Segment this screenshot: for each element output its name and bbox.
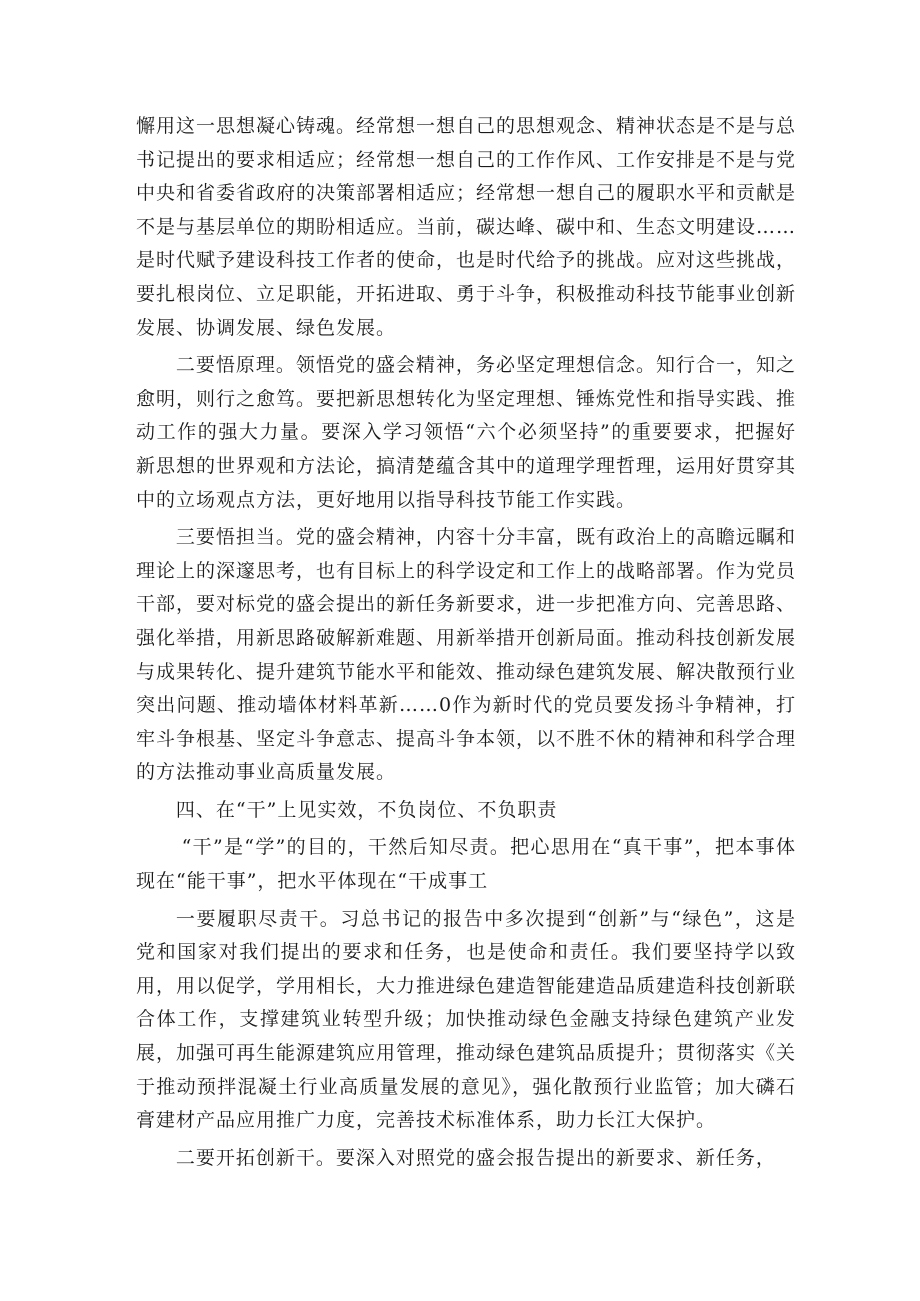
document-body [136,110,796,1179]
paragraph-1: 懈用这一思想凝心铸魂。经常想一想自己的思想观念、精神状态是不是与总书记提出的要求相适应；经常想一想自己的工作作风、工作安排是不是与党中央和省委省政府的决策部署相适应；经常想一想自己的履职水平和贡献是不是与基层单位的期盼相适应。当前，碳达峰、碳中和、生态文明建设……是时代赋予建设科技工作者的使命，也是时代给予的挑战。应对这些挑战，要扎根岗位、立足职能，开拓进取、勇于斗争，积极推动科技节能事业创新发展、协调发展、绿色发展。 [136,115,797,339]
paragraph-3: 三要悟担当。党的盛会精神，内容十分丰富，既有政治上的高瞻远瞩和理论上的深邃思考，也有目标上的科学设定和工作上的战略部署。作为党员干部，要对标党的盛会提出的新任务新要求，进一步把准方向、完善思路、强化举措，用新思路破解新难题、用新举措开创新局面。推动科技创新发展与成果转化、提升建筑节能水平和能效、推动绿色建筑发展、解决散预行业突出问题、推动墙体材料革新……0作为新时代的党员要发扬斗争精神，打牢斗争根基、坚定斗争意志、提高斗争本领，以不胜不休的精神和科学合理的方法推动事业高质量发展。 [136,526,797,784]
paragraph-5: “干”是“学”的目的，干然后知尽责。把心思用在“真干事”，把本事体现在“能干事”，把水平体现在“干成事工 [136,836,796,893]
section-heading: 四、在“干”上见实效，不负岗位、不负职责 [175,798,558,821]
paragraph-7: 二要开拓创新干。要深入对照党的盛会报告提出的新要求、新任务， [175,1146,776,1169]
paragraph-6: 一要履职尽责干。习总书记的报告中多次提到“创新”与“绿色”，这是党和国家对我们提出的要求和任务，也是使命和责任。我们要坚持学以致用，用以促学，学用相长，大力推进绿色建造智能建造品质建造科技创新联合体工作，支撑建筑业转型升级；加快推动绿色金融支持绿色建筑产业发展，加强可再生能源建筑应用管理，推动绿色建筑品质提升；贯彻落实《关于推动预拌混凝土行业高质量发展的意见》，强化散预行业监管；加大磷石膏建材产品应用推广力度，完善技术标准体系，助力长江大保护。 [136,907,797,1132]
paragraph-2: 二要悟原理。领悟党的盛会精神，务必坚定理想信念。知行合一，知之愈明，则行之愈笃。要把新思想转化为坚定理想、锤炼党性和指导实践、推动工作的强大力量。要深入学习领悟“六个必须坚持”的重要要求，把握好新思想的世界观和方法论，搞清楚蕴含其中的道理学理哲理，运用好贯穿其中的立场观点方法，更好地用以指导科技节能工作实践。 [136,354,797,511]
